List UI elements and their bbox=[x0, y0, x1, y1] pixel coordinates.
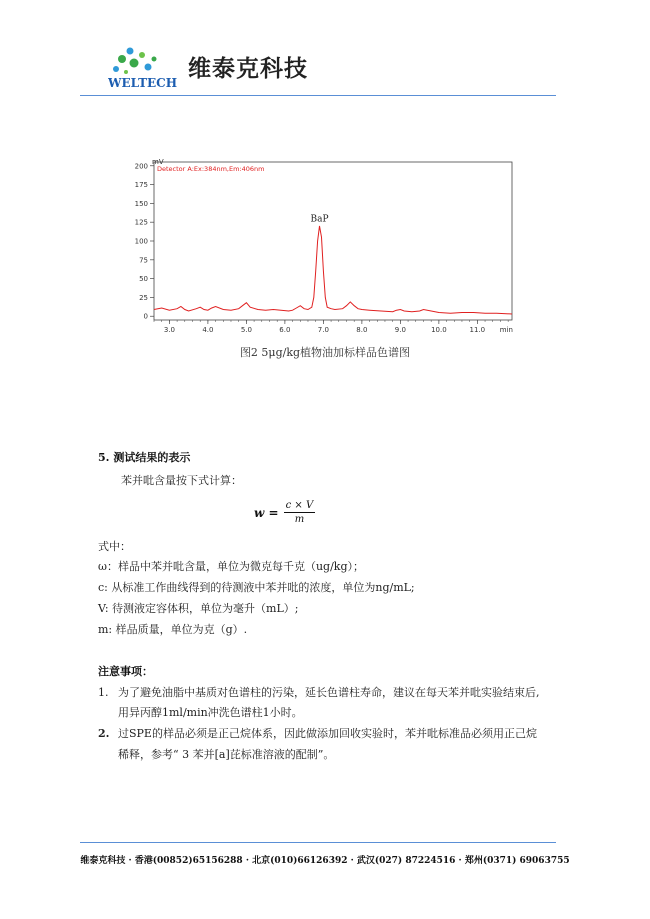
where-label: 式中： bbox=[98, 540, 131, 553]
formula-lhs: w = bbox=[254, 506, 279, 520]
definition-item: m: 样品质量，单位为克（g）. bbox=[98, 623, 248, 636]
x-tick-label: 4.0 bbox=[202, 326, 214, 334]
definition-item: ω：样品中苯并吡含量，单位为微克每千克（ug/kg）； bbox=[98, 560, 365, 573]
x-axis-unit: min bbox=[499, 326, 513, 334]
y-tick-label: 75 bbox=[139, 256, 148, 265]
section-heading: 5. 测试结果的表示 bbox=[98, 451, 191, 464]
note-item bbox=[98, 725, 537, 741]
logo-text: WELTECH bbox=[108, 76, 178, 90]
footer-contacts: 维泰克科技 · 香港(00852)65156288 · 北京(010)66126392 · 武汉(027) 87224516 · 郑州(0371) 69063755 bbox=[80, 856, 570, 866]
x-tick-label: 9.0 bbox=[394, 326, 406, 334]
y-tick-label: 175 bbox=[134, 181, 148, 190]
peak-label-bap: BaP bbox=[310, 214, 329, 225]
formula bbox=[254, 500, 315, 525]
note-item bbox=[98, 684, 540, 700]
chromatogram-trace bbox=[154, 226, 512, 314]
weltech-logo bbox=[108, 45, 180, 91]
note-line: 过SPE的样品必须是正己烷体系，因此做添加回收实验时，苯并吡标准品必须用正己烷 bbox=[118, 727, 537, 740]
notes-heading: 注意事项： bbox=[98, 665, 153, 678]
x-tick-label: 7.0 bbox=[317, 326, 329, 334]
note-number: 2. bbox=[98, 727, 110, 740]
detector-label: Detector A:Ex:384nm,Em:406nm bbox=[157, 165, 265, 173]
plot-frame bbox=[154, 162, 512, 320]
header-rule bbox=[80, 95, 556, 96]
section-intro: 苯并吡含量按下式计算： bbox=[121, 474, 242, 487]
y-tick-label: 150 bbox=[134, 199, 148, 208]
x-tick-label: 3.0 bbox=[163, 326, 175, 334]
chromatogram-chart bbox=[130, 154, 525, 340]
x-tick-label: 5.0 bbox=[240, 326, 252, 334]
x-tick-label: 10.0 bbox=[431, 326, 447, 334]
y-tick-label: 100 bbox=[134, 237, 148, 246]
company-name: 维泰克科技 bbox=[188, 56, 308, 82]
x-tick-label: 11.0 bbox=[469, 326, 486, 334]
y-tick-label: 0 bbox=[143, 312, 148, 321]
note-line: 稀释，参考“ 3 苯并[a]芘标准溶液的配制”。 bbox=[118, 748, 335, 761]
x-tick-label: 6.0 bbox=[279, 326, 291, 334]
note-line: 为了避免油脂中基质对色谱柱的污染，延长色谱柱寿命，建议在每天苯并吡实验结束后, bbox=[118, 686, 540, 699]
y-axis-unit: mV bbox=[152, 158, 164, 166]
figure-caption: 图2 5μg/kg植物油加标样品色谱图 bbox=[239, 346, 411, 359]
formula-denominator: m bbox=[294, 514, 305, 525]
x-tick-label: 8.0 bbox=[356, 326, 368, 334]
formula-numerator: c × V bbox=[285, 500, 314, 511]
y-tick-label: 25 bbox=[139, 293, 148, 302]
definition-item: c: 从标准工作曲线得到的待测液中苯并吡的浓度，单位为ng/mL; bbox=[98, 581, 415, 594]
note-line: 用异丙醇1ml/min冲洗色谱柱1小时。 bbox=[118, 706, 303, 719]
y-tick-label: 50 bbox=[139, 275, 148, 284]
y-tick-label: 125 bbox=[134, 218, 148, 227]
logo-dots-icon bbox=[113, 48, 157, 75]
definition-item: V: 待测液定容体积，单位为毫升（mL）; bbox=[98, 602, 299, 615]
y-tick-label: 200 bbox=[134, 162, 148, 171]
footer-rule bbox=[80, 842, 556, 843]
note-number: 1. bbox=[98, 686, 109, 699]
